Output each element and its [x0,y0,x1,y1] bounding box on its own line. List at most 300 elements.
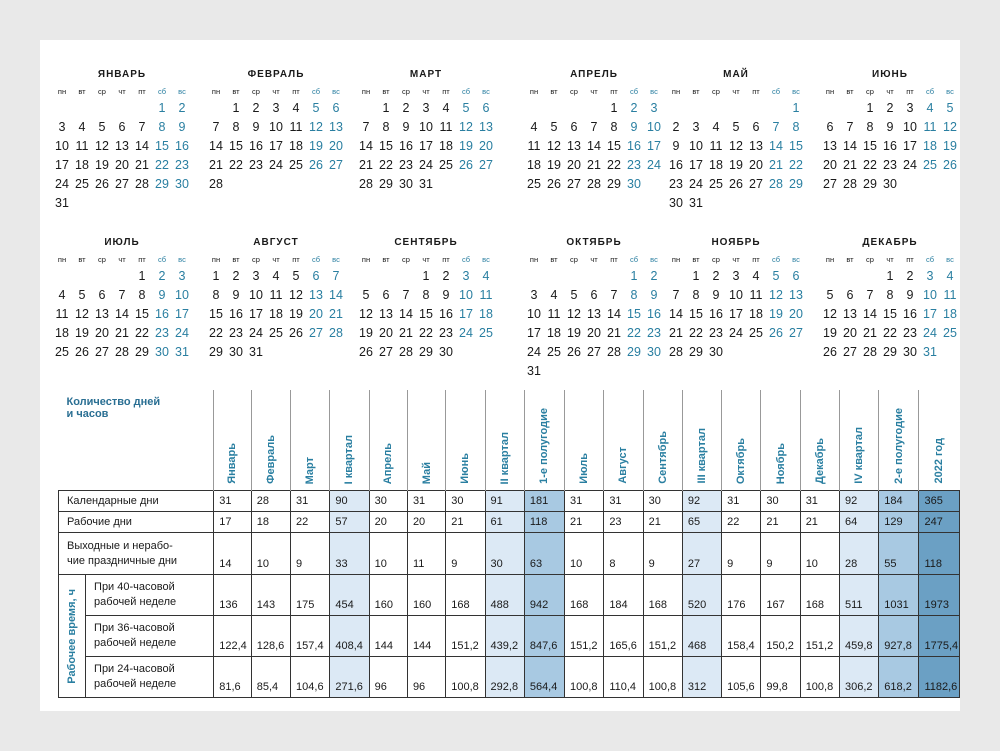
calendar-day: 4 [58,288,66,302]
table-cell: 10 [565,533,604,575]
table-cell: 21 [761,512,800,533]
table-cell: 22 [291,512,330,533]
table-cell: 158,4 [722,616,761,657]
calendar-day: 12 [943,120,957,134]
calendar-day: 15 [883,307,897,321]
weekday-label: ср [98,255,106,264]
table-cell: 100,8 [446,657,485,698]
calendar-day: 4 [442,101,450,115]
calendar-day: 2 [232,269,240,283]
empty-day-cell [356,267,376,286]
calendar-day: 14 [587,139,601,153]
calendar-day: 27 [309,326,323,340]
calendar-day: 25 [943,326,957,340]
weekday-label: вс [792,87,800,96]
calendar-day: 20 [379,326,393,340]
calendar-day: 11 [289,120,303,134]
calendar-day: 13 [823,139,837,153]
calendar-day: 2 [906,269,914,283]
calendar-day: 12 [547,139,561,153]
weekday-label: чт [422,87,430,96]
table-cell: 150,2 [761,616,800,657]
calendar-day: 14 [843,139,857,153]
table-cell: 168 [565,575,604,616]
calendar-day: 27 [789,326,803,340]
row-label: При 36-часовой рабочей неделе [86,616,214,657]
calendar-day: 23 [399,158,413,172]
calendar-day: 5 [78,288,86,302]
calendar-day: 6 [752,120,760,134]
month-grid [356,85,496,194]
calendar-day: 28 [863,345,877,359]
column-header-label: Июль [578,453,591,484]
calendar-day: 20 [789,307,803,321]
calendar-day: 18 [749,307,763,321]
calendar-day: 12 [359,307,373,321]
table-cell: 81,6 [214,657,252,698]
calendar-day: 26 [729,177,743,191]
column-header-label: Декабрь [813,438,826,484]
calendar-day: 19 [769,307,783,321]
calendar-day: 29 [607,177,621,191]
table-cell: 459,8 [839,616,878,657]
calendar-day: 2 [712,269,720,283]
column-header-label: III квартал [696,428,708,484]
weekday-label: ср [570,255,578,264]
calendar-day: 5 [312,101,320,115]
weekday-label: пт [906,255,914,264]
calendar-day: 4 [292,101,300,115]
calendar-day: 28 [607,345,621,359]
calendar-day: 27 [843,345,857,359]
calendar-day: 25 [439,158,453,172]
calendar-day: 8 [212,288,220,302]
calendar-day: 20 [843,326,857,340]
calendar-day: 17 [527,326,541,340]
calendar-day: 1 [138,269,146,283]
calendar-day: 29 [155,177,169,191]
calendar-day: 30 [155,345,169,359]
calendar-day: 29 [209,345,223,359]
calendar-day: 17 [647,139,661,153]
calendar-day: 16 [903,307,917,321]
calendar-day: 2 [886,101,894,115]
calendar-day: 28 [329,326,343,340]
calendar-day: 1 [866,101,874,115]
calendar-day: 20 [823,158,837,172]
column-header-label: 2022 год [933,438,946,484]
working-time-table [58,390,960,698]
calendar-day: 22 [789,158,803,172]
calendar-day: 25 [749,326,763,340]
calendar-day: 24 [269,158,283,172]
calendar-day: 25 [923,158,937,172]
weekday-label: сб [311,87,321,96]
calendar-day: 16 [439,307,453,321]
calendar-day: 11 [439,120,453,134]
table-cell: 160 [369,575,407,616]
column-header-label: I квартал [343,434,356,484]
weekday-label: вт [846,255,854,264]
calendar-day: 25 [269,326,283,340]
table-cell: 184 [879,491,919,512]
table-cell: 1775,4 [919,616,960,657]
calendar-day: 28 [669,345,683,359]
calendar-day: 3 [692,120,700,134]
calendar-day: 11 [923,120,937,134]
calendar-day: 20 [587,326,601,340]
weekday-label: ср [98,87,106,96]
weekday-label: сб [157,87,167,96]
calendar-day: 16 [647,307,661,321]
month-calendar [820,236,960,362]
table-cell: 9 [643,533,682,575]
empty-day-cell [584,267,604,286]
calendar-day: 25 [75,177,89,191]
calendar-day: 26 [95,177,109,191]
calendar-day: 27 [115,177,129,191]
table-cell: 520 [682,575,721,616]
calendar-day: 19 [567,326,581,340]
calendar-day: 18 [55,326,69,340]
table-cell: 23 [604,512,643,533]
table-cell: 10 [251,533,290,575]
calendar-day: 7 [138,120,146,134]
column-header-label: Июнь [459,453,472,484]
calendar-day: 1 [610,101,618,115]
calendar-day: 22 [379,158,393,172]
column-header-label: Февраль [264,435,277,484]
weekday-label: чт [272,87,280,96]
calendar-day: 11 [269,288,283,302]
calendar-day: 16 [249,139,263,153]
month-calendar [356,236,496,362]
empty-day-cell [840,267,860,286]
calendar-day: 17 [249,307,263,321]
calendar-day: 7 [772,120,780,134]
calendar-day: 24 [55,177,69,191]
calendar-day: 23 [627,158,641,172]
calendar-day: 7 [866,288,874,302]
calendar-day: 17 [459,307,473,321]
table-cell: 90 [330,491,369,512]
empty-day-cell [132,99,152,118]
weekday-label: ср [866,87,874,96]
table-row [59,657,960,698]
empty-day-cell [666,267,686,286]
empty-day-cell [356,99,376,118]
column-header-label: Май [420,461,433,484]
calendar-day: 7 [590,120,598,134]
empty-day-cell [860,267,880,286]
table-cell: 30 [369,491,407,512]
calendar-day: 1 [886,269,894,283]
calendar-day: 25 [547,345,561,359]
calendar-day: 21 [587,158,601,172]
month-calendar [666,236,806,362]
month-calendar [206,236,346,362]
month-grid [52,85,192,213]
column-header [682,390,721,491]
month-name: ЯНВАРЬ [97,69,147,80]
calendar-day: 26 [769,326,783,340]
weekday-label: пн [529,87,539,96]
table-cell: 21 [800,512,839,533]
weekday-label: вс [650,87,658,96]
calendar-day: 11 [55,307,69,321]
empty-day-cell [746,99,766,118]
weekday-label: пт [442,255,450,264]
calendar-day: 21 [769,158,783,172]
calendar-day: 27 [379,345,393,359]
calendar-day: 10 [903,120,917,134]
calendar-day: 18 [289,139,303,153]
calendar-day: 31 [55,196,69,210]
weekday-label: чт [118,87,126,96]
calendar-day: 15 [627,307,641,321]
month-name: ФЕВРАЛЬ [247,69,305,80]
table-cell: 28 [839,533,878,575]
weekday-label: пт [292,87,300,96]
calendar-day: 5 [292,269,300,283]
table-row [59,491,960,512]
calendar-day: 30 [175,177,189,191]
calendar-day: 21 [209,158,223,172]
table-cell: 454 [330,575,369,616]
calendar-day: 18 [709,158,723,172]
table-cell: 181 [524,491,564,512]
table-cell: 488 [485,575,524,616]
calendar-day: 24 [923,326,937,340]
column-header-label: Октябрь [735,437,748,484]
calendar-day: 14 [863,307,877,321]
table-cell: 942 [524,575,564,616]
calendar-day: 16 [229,307,243,321]
weekday-label: пн [671,255,681,264]
calendar-day: 15 [135,307,149,321]
calendar-day: 6 [98,288,106,302]
weekday-label: пн [57,255,67,264]
table-cell: 408,4 [330,616,369,657]
calendar-day: 7 [332,269,340,283]
weekday-label: пн [529,255,539,264]
calendar-day: 4 [482,269,490,283]
calendar-day: 3 [906,101,914,115]
empty-day-cell [72,99,92,118]
empty-day-cell [564,99,584,118]
table-cell: 17 [214,512,252,533]
table-cell: 20 [369,512,407,533]
calendar-day: 12 [289,288,303,302]
calendar-day: 8 [692,288,700,302]
empty-day-cell [544,267,564,286]
weekday-label: чт [118,255,126,264]
calendar-day: 9 [712,288,720,302]
table-cell: 64 [839,512,878,533]
calendar-day: 15 [419,307,433,321]
calendar-day: 29 [419,345,433,359]
table-cell: 151,2 [565,616,604,657]
month-name: НОЯБРЬ [711,237,761,248]
calendar-day: 18 [479,307,493,321]
month-calendar [524,236,664,381]
weekday-label: ср [402,255,410,264]
calendar-day: 28 [209,177,223,191]
weekday-label: вт [382,87,390,96]
table-cell: 439,2 [485,616,524,657]
table-cell: 618,2 [879,657,919,698]
table-cell: 96 [407,657,445,698]
table-cell: 105,6 [722,657,761,698]
weekday-label: пт [610,87,618,96]
table-cell: 9 [761,533,800,575]
calendar-day: 5 [826,288,834,302]
calendar-day: 29 [379,177,393,191]
empty-day-cell [766,99,786,118]
calendar-day: 23 [883,158,897,172]
calendar-day: 9 [906,288,914,302]
month-calendar [666,68,806,213]
calendar-day: 17 [689,158,703,172]
calendar-day: 24 [527,345,541,359]
calendar-day: 25 [709,177,723,191]
calendar-day: 4 [78,120,86,134]
column-header [879,390,919,491]
table-cell: 30 [485,533,524,575]
calendar-day: 24 [729,326,743,340]
table-cell: 122,4 [214,616,252,657]
table-cell: 151,2 [643,616,682,657]
calendar-day: 21 [135,158,149,172]
month-grid [524,253,664,381]
calendar-day: 1 [212,269,220,283]
month-calendar [820,68,960,194]
weekday-label: пт [138,255,146,264]
calendar-day: 11 [527,139,541,153]
month-grid [524,85,664,194]
calendar-day: 8 [422,288,430,302]
calendar-day: 27 [587,345,601,359]
calendar-day: 8 [610,120,618,134]
calendar-day: 24 [249,326,263,340]
calendar-day: 27 [823,177,837,191]
calendar-day: 22 [155,158,169,172]
weekday-label: вс [946,255,954,264]
table-cell: 847,6 [524,616,564,657]
calendar-day: 27 [329,158,343,172]
calendar-day: 10 [647,120,661,134]
column-header [407,390,445,491]
calendar-day: 7 [672,288,680,302]
calendar-day: 9 [442,288,450,302]
calendar-day: 2 [158,269,166,283]
table-cell: 30 [761,491,800,512]
calendar-day: 15 [607,139,621,153]
calendar-day: 23 [903,326,917,340]
weekday-label: вс [332,87,340,96]
month-grid [820,85,960,194]
column-header [214,390,252,491]
column-header [291,390,330,491]
table-cell: 33 [330,533,369,575]
table-cell: 151,2 [446,616,485,657]
calendar-day: 10 [249,288,263,302]
table-cell: 184 [604,575,643,616]
table-cell: 312 [682,657,721,698]
calendar-day: 30 [439,345,453,359]
weekday-label: вс [946,87,954,96]
calendar-day: 2 [442,269,450,283]
calendar-day: 25 [527,177,541,191]
column-header-label: Ноябрь [774,442,787,484]
column-header-label: Март [304,456,317,484]
table-cell: 18 [251,512,290,533]
empty-day-cell [396,267,416,286]
empty-day-cell [206,99,226,118]
calendar-day: 19 [359,326,373,340]
calendar-day: 1 [158,101,166,115]
calendar-day: 10 [923,288,937,302]
calendar-day: 18 [439,139,453,153]
calendar-day: 27 [95,345,109,359]
weekday-label: сб [157,255,167,264]
calendar-day: 6 [118,120,126,134]
table-cell: 271,6 [330,657,369,698]
weekday-label: вс [178,255,186,264]
calendar-day: 26 [359,345,373,359]
calendar-day: 16 [627,139,641,153]
weekday-label: чт [732,255,740,264]
calendar-day: 19 [95,158,109,172]
calendar-day: 6 [382,288,390,302]
weekday-label: пн [361,87,371,96]
table-cell: 292,8 [485,657,524,698]
weekday-label: чт [886,87,894,96]
column-header [446,390,485,491]
calendar-day: 4 [530,120,538,134]
column-header-label: Август [617,447,630,484]
column-header [524,390,564,491]
table-cell: 160 [407,575,445,616]
calendar-day: 23 [229,326,243,340]
calendar-day: 10 [459,288,473,302]
calendar-day: 15 [379,139,393,153]
calendar-day: 6 [312,269,320,283]
calendar-day: 16 [709,307,723,321]
calendar-day: 3 [58,120,66,134]
weekday-label: вт [382,255,390,264]
calendar-day: 5 [946,101,954,115]
calendar-day: 18 [527,158,541,172]
calendar-day: 29 [689,345,703,359]
weekday-label: чт [272,255,280,264]
calendar-day: 29 [789,177,803,191]
table-cell: 128,6 [251,616,290,657]
calendar-day: 2 [252,101,260,115]
table-cell: 247 [919,512,960,533]
month-grid [820,253,960,362]
calendar-day: 1 [382,101,390,115]
calendar-day: 25 [289,158,303,172]
calendar-day: 2 [650,269,658,283]
table-cell: 91 [485,491,524,512]
calendar-day: 9 [630,120,638,134]
calendar-day: 4 [752,269,760,283]
calendar-day: 26 [289,326,303,340]
calendar-day: 9 [178,120,186,134]
month-name: МАРТ [409,69,443,80]
month-calendar [52,236,192,362]
